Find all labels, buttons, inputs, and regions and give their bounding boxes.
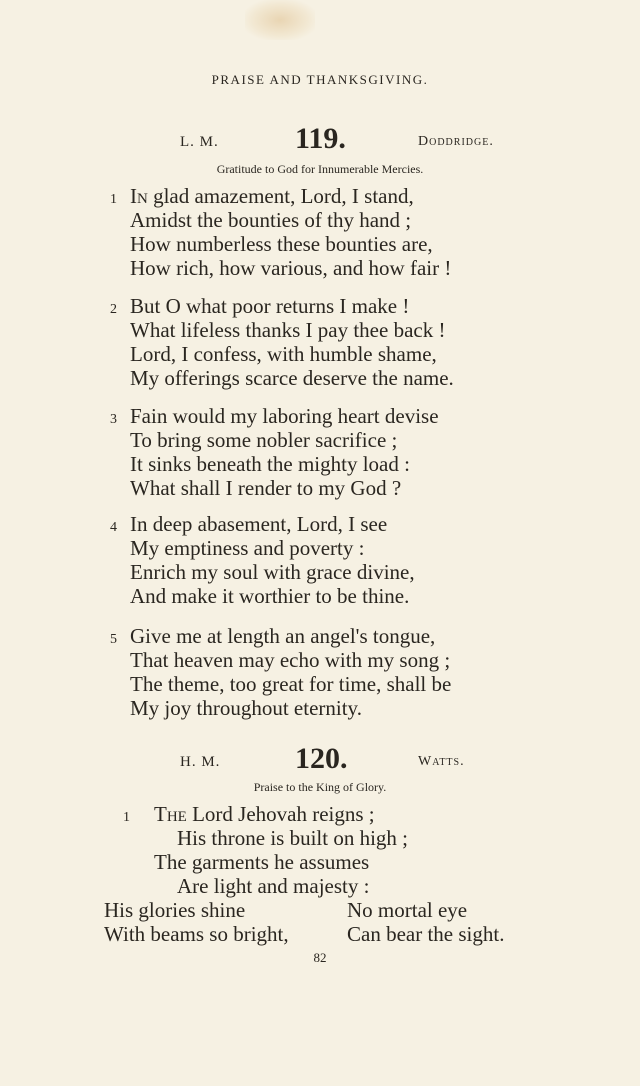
stanza-line-right: Can bear the sight. xyxy=(347,922,505,946)
stanza-line: My offerings scarce deserve the name. xyxy=(130,366,454,390)
stanza-number: 1 xyxy=(110,192,117,207)
stanza-line: How numberless these bounties are, xyxy=(130,232,433,256)
hymn-119-author: Doddridge. xyxy=(418,134,494,149)
hymn-119-subtitle: Gratitude to God for Innumerable Mercies. xyxy=(216,162,424,176)
page-number: 82 xyxy=(313,950,327,965)
hymn-120-author: Watts. xyxy=(418,754,465,769)
stanza-line: What lifeless thanks I pay thee back ! xyxy=(130,318,446,342)
stanza-line: My emptiness and poverty : xyxy=(130,536,365,560)
hymn-120-header xyxy=(0,744,640,778)
stanza-number: 4 xyxy=(110,520,117,535)
stanza-line: Give me at length an angel's tongue, xyxy=(130,624,436,648)
stanza-line: To bring some nobler sacrifice ; xyxy=(130,428,398,452)
stanza-number: 2 xyxy=(110,302,117,317)
hymn-120-meter: H. M. xyxy=(180,754,221,770)
stanza-line: Amidst the bounties of thy hand ; xyxy=(130,208,412,232)
stanza-line-text: glad amazement, Lord, I stand, xyxy=(153,184,414,208)
stanza-line: The garments he assumes xyxy=(154,850,370,874)
stanza-line: My joy throughout eternity. xyxy=(130,696,362,720)
stanza-line: The theme, too great for time, shall be xyxy=(130,672,452,696)
stanza-line xyxy=(154,802,375,827)
stanza-line: His throne is built on high ; xyxy=(177,826,408,850)
stanza-number: 3 xyxy=(110,412,117,427)
stanza-line: How rich, how various, and how fair ! xyxy=(130,256,452,280)
stanza-line: It sinks beneath the mighty load : xyxy=(130,452,410,476)
stanza-line: Enrich my soul with grace divine, xyxy=(130,560,415,584)
stanza-line-right: No mortal eye xyxy=(347,898,468,922)
stanza-number: 1 xyxy=(123,810,130,825)
stanza-line xyxy=(130,184,414,209)
hymn-119-number: 119. xyxy=(295,122,346,155)
hymn-119-header xyxy=(0,122,640,156)
stanza-line: That heaven may echo with my song ; xyxy=(130,648,451,672)
running-head: PRAISE AND THANKSGIVING. xyxy=(211,72,429,87)
stanza-line: Lord, I confess, with humble shame, xyxy=(130,342,437,366)
stanza-line: In deep abasement, Lord, I see xyxy=(130,512,388,536)
stanza-line: But O what poor returns I make ! xyxy=(130,294,410,318)
stanza-first-word: In xyxy=(130,184,148,208)
hymn-119-meter: L. M. xyxy=(180,134,219,150)
stanza-first-word: The xyxy=(154,802,187,826)
stanza-line-text: Lord Jehovah reigns ; xyxy=(192,802,375,826)
hymn-120-number: 120. xyxy=(295,742,348,775)
stanza-line-left: With beams so bright, xyxy=(104,922,289,946)
stanza-line: Are light and majesty : xyxy=(177,874,370,898)
hymn-120-subtitle: Praise to the King of Glory. xyxy=(253,780,387,794)
stanza-line: What shall I render to my God ? xyxy=(130,476,402,500)
stanza-line: Fain would my laboring heart devise xyxy=(130,404,439,428)
paper-stain xyxy=(245,0,315,40)
stanza-line: And make it worthier to be thine. xyxy=(130,584,410,608)
stanza-number: 5 xyxy=(110,632,117,647)
stanza-line-left: His glories shine xyxy=(104,898,246,922)
